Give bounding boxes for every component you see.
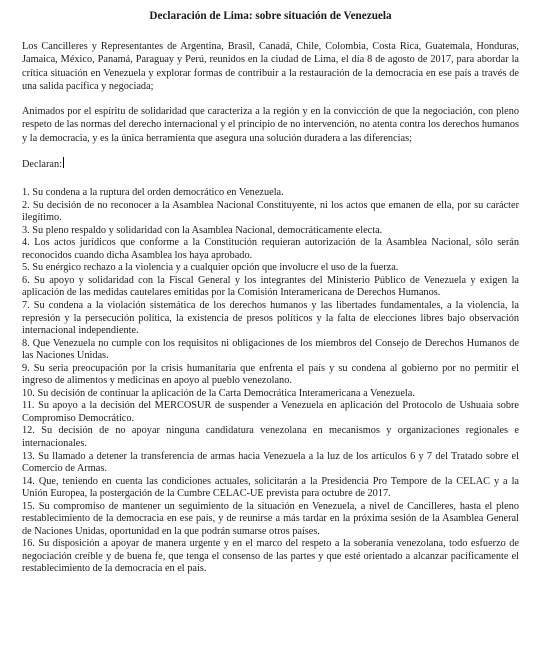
declaran-heading [22,157,519,171]
text-cursor [63,157,64,168]
declaration-item: 4. Los actos jurídicos que conforme a la Constitución requieran autorización de la Asamblea Nacional, sólo serán reconocidos cuando dicha Asamblea los haya aprobado. [22,237,519,261]
declaration-item: 15. Su compromiso de mantener un seguimiento de la situación en Venezuela, a nivel de Cancilleres, hasta el pleno restablecimiento de la democracia en ese país, y de reunirse a más tardar en la próxima sesión de la Asamblea General de Naciones Unidas, oportunidad en la que podrán sumarse otros países. [22,500,519,537]
declaration-list [22,187,519,576]
declaration-item: 12. Su decisión de no apoyar ninguna candidatura venezolana en mecanismos y organizaciones regionales e internacionales. [22,425,519,450]
preamble-paragraph: Animados por el espíritu de solidaridad que caracteriza a la región y en la convicción de que la negociación, con pleno respeto de las normas del derecho internacional y el principio de no intervención, no atenta contra los derechos humanos y la democracia, y es la única herramienta que asegura una solución duradera a las diferencias; [22,106,519,144]
declaration-item: 5. Su enérgico rechazo a la violencia y a cualquier opción que involucre el uso de la fuerza. [22,262,399,274]
intro-paragraph: Los Cancilleres y Representantes de Argentina, Brasil, Canadá, Chile, Colombia, Costa Rica, Guatemala, Honduras, Jamaica, México, Panamá, Paraguay y Perú, reunidos en la ciudad de Lima, el día 8 de agosto de 2017, para abordar la crítica situación en Venezuela y explorar formas de contribuir a la restauración de la democracia en ese país a través de una salida pacífica y negociada; [22,41,519,92]
declaration-item: 10. Su decisión de continuar la aplicación de la Carta Democrática Interamericana a Venezuela. [22,387,415,399]
declaration-item: 1. Su condena a la ruptura del orden democrático en Venezuela. [22,187,284,199]
declaran-label: Declaran: [22,159,63,171]
document-title: Declaración de Lima: sobre situación de Venezuela [149,10,392,22]
declaration-item: 13. Su llamado a detener la transferencia de armas hacia Venezuela a la luz de los artículos 6 y 7 del Tratado sobre el Comercio de Armas. [22,450,519,475]
declaration-item: 6. Su apoyo y solidaridad con la Fiscal General y los integrantes del Ministerio Público de Venezuela y exigen la aplicación de las medidas cautelares emitidas por la Comisión Interamericana de Derechos Humanos. [22,274,519,299]
declaration-item: 2. Su decisión de no reconocer a la Asamblea Nacional Constituyente, ni los actos que emanen de ella, por su carácter ilegítimo. [22,199,519,224]
declaration-item: 11. Su apoyo a la decisión del MERCOSUR de suspender a Venezuela en aplicación del Protocolo de Ushuaia sobre Compromiso Democrático. [22,400,519,424]
declaration-item: 3. Su pleno respaldo y solidaridad con la Asamblea Nacional, democráticamente electa. [22,224,383,236]
declaration-item: 7. Su condena a la violación sistemática de los derechos humanos y las libertades fundamentales, a la violencia, la represión y la persecución política, la existencia de presos políticos y la falta de elecciones libres bajo observación internacional independiente. [22,300,519,337]
declaration-item: 8. Que Venezuela no cumple con los requisitos ni obligaciones de los miembros del Consejo de Derechos Humanos de las Naciones Unidas. [22,337,519,362]
declaration-item: 16. Su disposición a apoyar de manera urgente y en el marco del respeto a la soberanía venezolana, todo esfuerzo de negociación creíble y de buena fe, que tenga el consenso de las partes y que esté orientado a alcanzar pacíficamente el restablecimiento de la democracia en el país. [22,538,519,575]
declaration-item: 14. Que, teniendo en cuenta las condiciones actuales, solicitarán a la Presidencia Pro Tempore de la CELAC y a la Unión Europea, la postergación de la Cumbre CELAC-UE prevista para octubre de 2017. [22,475,519,500]
declaration-item: 9. Su seria preocupación por la crisis humanitaria que enfrenta el país y su condena al gobierno por no permitir el ingreso de alimentos y medicinas en apoyo al pueblo venezolano. [22,362,519,387]
